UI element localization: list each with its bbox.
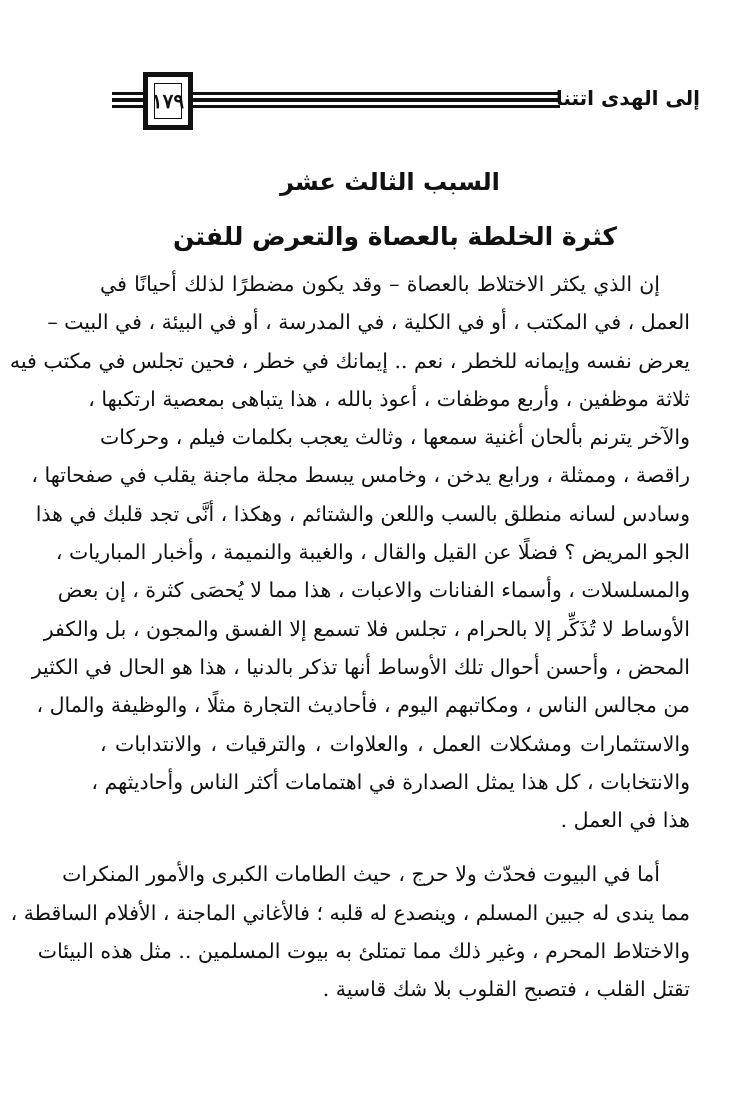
running-title: إلى الهدى اتتنا (555, 86, 700, 110)
paragraph-line: تقتل القلب ، فتصبح القلوب بلا شك قاسية . (322, 977, 690, 1002)
header-rule-right-top (190, 92, 560, 95)
paragraph-line: والمسلسلات ، وأسماء الفنانات والاعبات ، هذا مما لا يُحصَى كثرة ، إن بعض (57, 578, 690, 603)
section-subtitle: كثرة الخلطة بالعصاة والتعرض للفتن (173, 222, 617, 251)
paragraph-line: راقصة ، وممثلة ، ورابع يدخن ، وخامس يبسط مجلة ماجنة يقلب في صفحاتها ، (31, 463, 690, 488)
paragraph-line: العمل ، في المكتب ، أو في الكلية ، في المدرسة ، أو في البيئة ، في البيت – (47, 310, 690, 335)
paragraph-line: الأوساط لا تُذَكِّر إلا بالحرام ، تجلس فلا تسمع إلا الفسق والمجون ، بل والكفر (43, 616, 690, 641)
paragraph-line: والانتخابات ، كل هذا يمثل الصدارة في اهتمامات أكثر الناس وأحاديثهم ، (91, 769, 690, 794)
page-header (0, 0, 745, 140)
header-rule-right-mid (190, 98, 560, 102)
paragraph-line: من مجالس الناس ، ومكاتبهم اليوم ، فأحاديث التجارة مثلًا ، والوظيفة والمال ، (36, 693, 690, 718)
paragraph-line: والاستثمارات ومشكلات العمل ، والعلاوات ، والترقيات ، والانتدابات ، (100, 731, 690, 756)
chapter-heading: السبب الثالث عشر (280, 168, 500, 196)
header-rule-right-bottom (190, 105, 560, 108)
paragraph-line: هذا في العمل . (560, 808, 690, 833)
paragraph-gap (100, 839, 690, 855)
paragraph-line: يعرض نفسه وإيمانه للخطر ، نعم .. إيمانك في خطر ، فحين تجلس في مكتب فيه (9, 348, 690, 373)
paragraph-line: وسادس لسانه منطلق بالسب واللعن والشتائم ، وهكذا ، أنَّى تجد قلبك في هذا (35, 501, 690, 526)
paragraph-line: إن الذي يكثر الاختلاط بالعصاة – وقد يكون مضطرًا لذلك أحيانًا في (100, 272, 660, 296)
paragraph-line: مما يندى له جبين المسلم ، وينصدع له قلبه ؛ فالأغاني الماجنة ، الأفلام الساقطة ، (10, 900, 690, 925)
paragraph-line: والآخر يترنم بألحان أغنية سمعها ، وثالث يعجب بكلمات فيلم ، وحركات (100, 425, 690, 450)
page-number-box (143, 72, 193, 130)
paragraph-line: المحض ، وأحسن أحوال تلك الأوساط أنها تذكر بالدنيا ، هذا هو الحال في الكثير (31, 654, 690, 679)
body-text (9, 265, 690, 1009)
paragraph-line: والاختلاط المحرم ، وغير ذلك مما تمتلئ به بيوت المسلمين .. مثل هذه البيئات (37, 939, 690, 964)
page-number: ١٧٩ (151, 89, 185, 113)
paragraph-line: أما في البيوت فحدّث ولا حرج ، حيث الطامات الكبرى والأمور المنكرات (62, 862, 660, 887)
section-headings (0, 168, 745, 251)
paragraph-line: الجو المريض ؟ فضلًا عن القيل والقال ، والغيبة والنميمة ، وأخبار المباريات ، (55, 540, 690, 565)
paragraph-line: ثلاثة موظفين ، وأربع موظفات ، أعوذ بالله ، هذا يتباهى بمعصية ارتكبها ، (88, 386, 690, 411)
